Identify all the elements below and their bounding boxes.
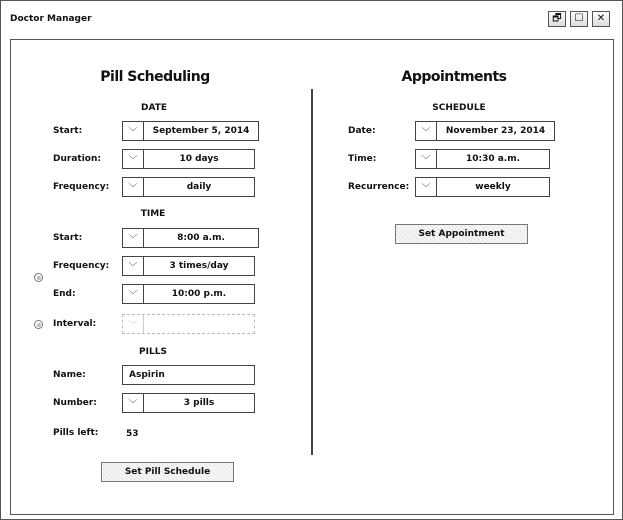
window-controls xyxy=(548,11,610,27)
interval-value xyxy=(144,315,254,333)
chevron-down-icon[interactable]: ﹀ xyxy=(123,229,144,247)
pill-scheduling-heading: Pill Scheduling xyxy=(100,69,210,85)
chevron-down-icon: ﹀ xyxy=(123,315,144,333)
chevron-down-icon[interactable]: ﹀ xyxy=(123,394,144,412)
time-start-label: Start: xyxy=(53,233,83,243)
start-date-label: Start: xyxy=(53,126,83,136)
duration-label: Duration: xyxy=(53,154,101,164)
time-start-value: 8:00 a.m. xyxy=(177,233,225,243)
appointment-time-value: 10:30 a.m. xyxy=(465,154,521,164)
date-section-label: DATE xyxy=(140,103,168,113)
chevron-down-icon[interactable]: ﹀ xyxy=(416,178,437,196)
duration-value: 10 days xyxy=(179,154,219,164)
number-dropdown[interactable] xyxy=(122,393,255,413)
time-start-dropdown[interactable] xyxy=(122,228,259,248)
chevron-down-icon[interactable]: ﹀ xyxy=(123,285,144,303)
recurrence-dropdown[interactable] xyxy=(415,177,550,197)
appointment-time-label: Time: xyxy=(348,154,377,164)
chevron-down-icon[interactable]: ﹀ xyxy=(123,257,144,275)
interval-label: Interval: xyxy=(53,319,97,329)
maximize-button[interactable] xyxy=(570,11,588,27)
appointment-time-dropdown[interactable] xyxy=(415,149,550,169)
chevron-down-icon[interactable]: ﹀ xyxy=(123,178,144,196)
window-title: Doctor Manager xyxy=(10,14,92,24)
end-time-value: 10:00 p.m. xyxy=(171,289,227,299)
frequency-end-radio[interactable] xyxy=(34,273,43,282)
set-pill-schedule-button[interactable]: Set Pill Schedule xyxy=(101,462,234,482)
time-frequency-dropdown[interactable] xyxy=(122,256,255,276)
pill-name-input[interactable]: Aspirin xyxy=(122,365,255,385)
chevron-down-icon[interactable]: ﹀ xyxy=(123,150,144,168)
restore-icon: 🗗 xyxy=(552,13,562,24)
frequency-label: Frequency: xyxy=(53,182,110,192)
appointment-date-value: November 23, 2014 xyxy=(445,126,546,136)
close-button[interactable] xyxy=(592,11,610,27)
schedule-section-label: SCHEDULE xyxy=(432,103,486,113)
end-time-dropdown[interactable] xyxy=(122,284,255,304)
frequency-dropdown[interactable] xyxy=(122,177,255,197)
chevron-down-icon[interactable]: ﹀ xyxy=(416,122,437,140)
time-frequency-value: 3 times/day xyxy=(169,261,229,271)
pills-section-label: PILLS xyxy=(139,347,167,357)
recurrence-value: weekly xyxy=(475,182,511,192)
appointments-heading: Appointments xyxy=(401,69,507,85)
time-section-label: TIME xyxy=(140,209,166,219)
time-frequency-label: Frequency: xyxy=(53,261,110,271)
number-label: Number: xyxy=(53,398,97,408)
set-appointment-button[interactable]: Set Appointment xyxy=(395,224,528,244)
start-date-dropdown[interactable] xyxy=(122,121,259,141)
end-label: End: xyxy=(53,289,76,299)
chevron-down-icon[interactable]: ﹀ xyxy=(123,122,144,140)
interval-radio[interactable] xyxy=(34,320,43,329)
recurrence-label: Recurrence: xyxy=(348,182,410,192)
maximize-icon: ☐ xyxy=(574,13,584,24)
section-divider xyxy=(311,89,313,455)
interval-dropdown xyxy=(122,314,255,334)
restore-button[interactable] xyxy=(548,11,566,27)
frequency-value: daily xyxy=(186,182,212,192)
appointment-date-dropdown[interactable] xyxy=(415,121,555,141)
chevron-down-icon[interactable]: ﹀ xyxy=(416,150,437,168)
duration-dropdown[interactable] xyxy=(122,149,255,169)
name-label: Name: xyxy=(53,370,86,380)
appointment-date-label: Date: xyxy=(348,126,376,136)
number-value: 3 pills xyxy=(183,398,215,408)
close-icon: ✕ xyxy=(596,13,606,24)
pills-left-value: 53 xyxy=(126,429,139,439)
pills-left-label: Pills left: xyxy=(53,428,99,438)
start-date-value: September 5, 2014 xyxy=(152,126,250,136)
